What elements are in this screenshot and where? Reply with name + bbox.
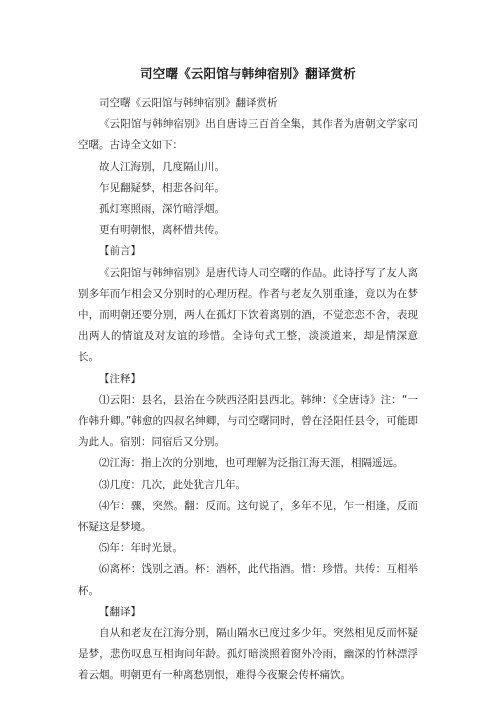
poem-line-4: 更有明朝恨，离杯惜共传。 [99, 224, 225, 237]
translation-paragraph: 自从和老友在江海分别，隔山隔水已度过多少年。突然相见反而怀疑是梦，悲伤叹息互相询问年龄。孤灯暗淡照着窗外冷雨，幽深的竹林漂浮着云烟。明朝更有一种离愁别恨，难得今夜聚会传杯痛饮。 [78, 627, 418, 682]
document-title: 司空曙《云阳馆与韩绅宿别》翻译赏析 [140, 66, 356, 81]
preface-paragraph: 《云阳馆与韩绅宿别》是唐代诗人司空曙的作品。此诗抒写了友人离别多年而乍相会又分别时的心理历程。作者与老友久别重逢，竟以为在梦中，而明朝还要分别，两人在孤灯下饮着离别的酒，不觉恋恋不舍，表现出两人的情谊及对友谊的珍惜。全诗句式工整，淡淡道来，却是情深意长。 [78, 266, 418, 364]
section-heading-translation: 【翻译】 [99, 605, 141, 618]
intro-paragraph: 《云阳馆与韩绅宿别》出自唐诗三百首全集，其作者为唐朝文学家司空曙。古诗全文如下： [78, 118, 418, 152]
poem-line-1: 故人江海别，几度隔山川。 [99, 160, 225, 173]
section-heading-notes: 【注释】 [99, 372, 141, 385]
document-body [78, 93, 418, 687]
section-heading-preface: 【前言】 [99, 245, 141, 258]
poem-line-2: 乍见翻疑梦，相悲各问年。 [99, 181, 225, 194]
poem-line-3: 孤灯寒照雨，深竹暗浮烟。 [99, 203, 225, 216]
note-6: ⑹离杯：饯别之酒。杯：酒杯，此代指酒。惜：珍惜。共传：互相举杯。 [78, 563, 418, 597]
note-1: ⑴云阳：县名，县治在今陕西泾阳县西北。韩绅：《全唐诗》注：“一作韩升卿。”韩愈的四叔名绅卿，与司空曙同时，曾在泾阳任县令，可能即为此人。宿别：同宿后又分别。 [78, 393, 418, 449]
note-2: ⑵江海：指上次的分别地，也可理解为泛指江海天涯，相隔遥远。 [99, 457, 404, 470]
note-4: ⑷乍：骤，突然。翻：反而。这句说了，多年不见，乍一相逢，反而怀疑这是梦境。 [78, 499, 418, 534]
intro-heading: 司空曙《云阳馆与韩绅宿别》翻译赏析 [99, 97, 278, 109]
note-3: ⑶几度：几次，此处犹言几年。 [99, 478, 246, 491]
note-5: ⑸年：年时光景。 [99, 542, 183, 555]
